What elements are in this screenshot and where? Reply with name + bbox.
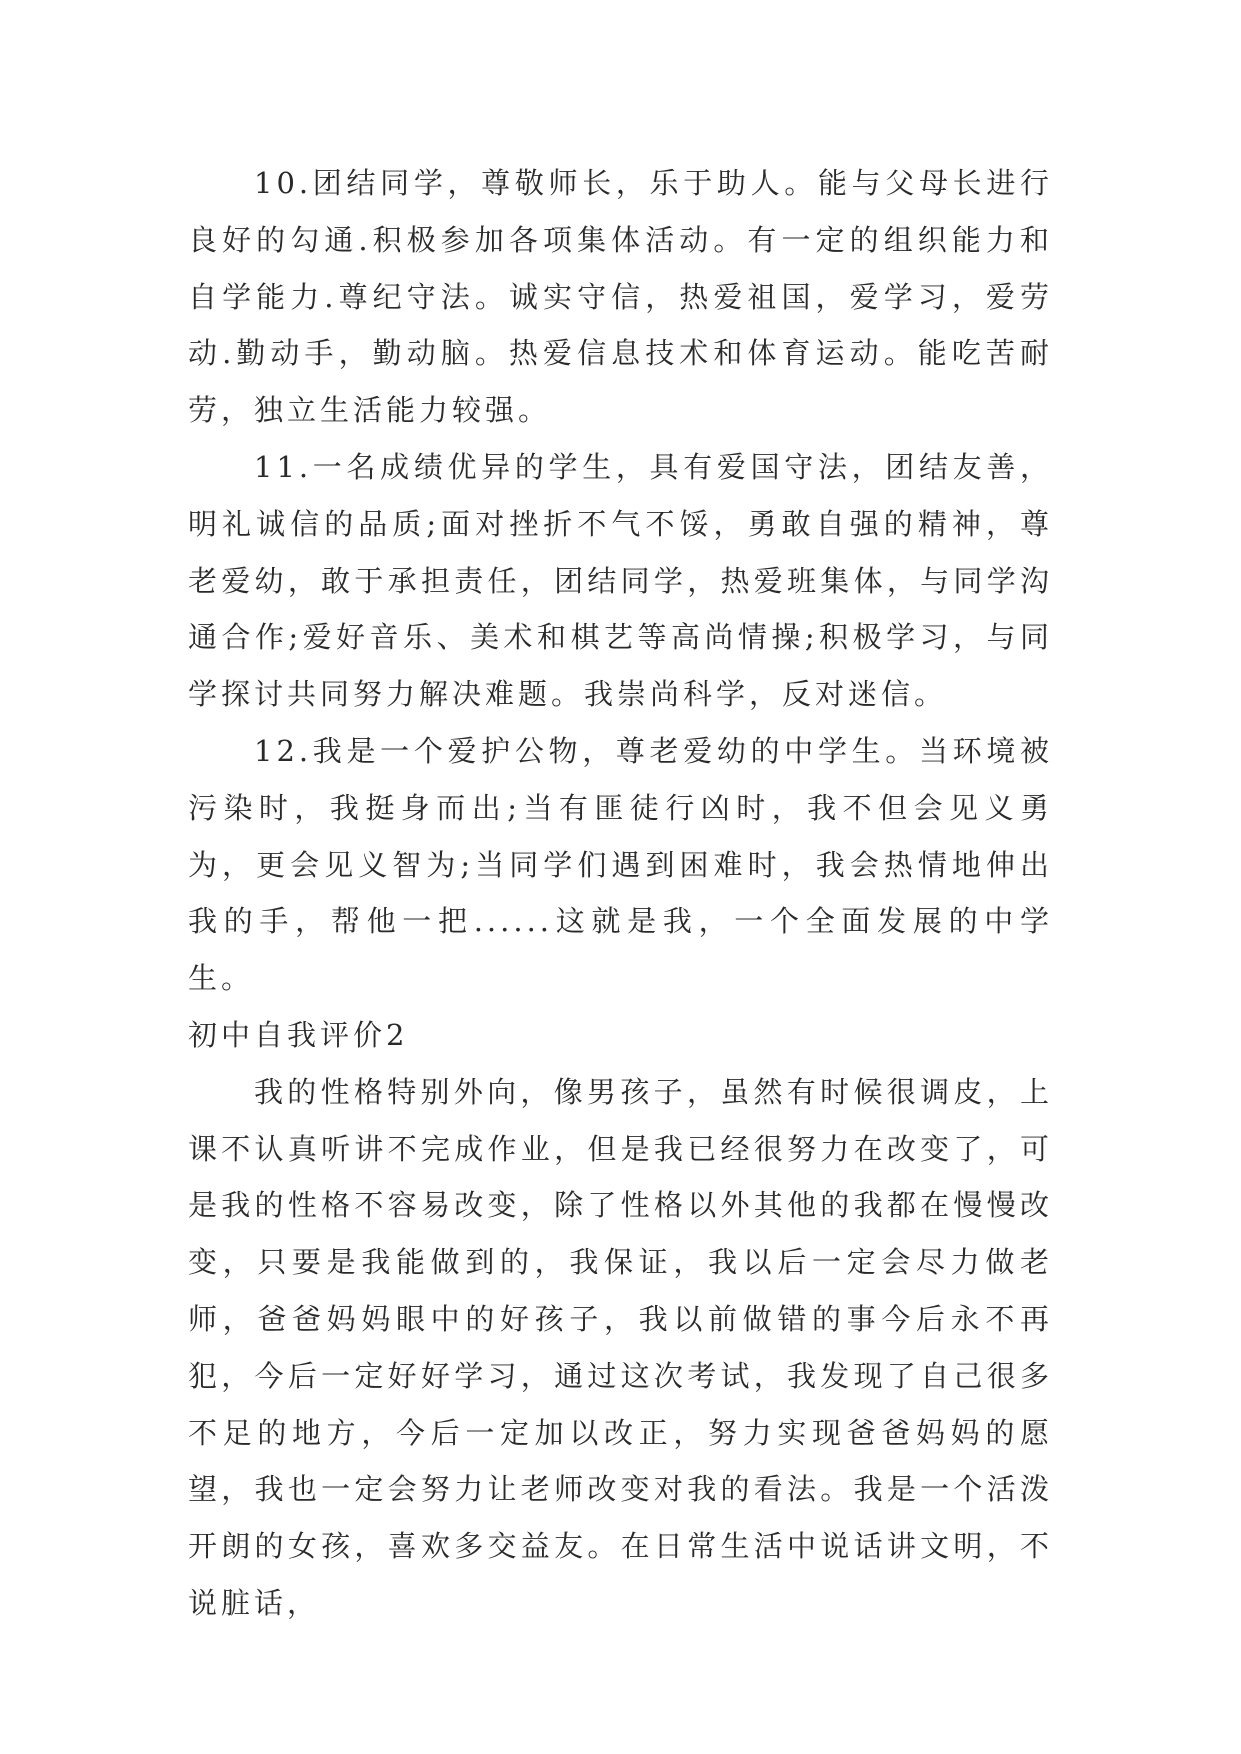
paragraph-item-10: 10.团结同学，尊敬师长，乐于助人。能与父母长进行良好的勾通.积极参加各项集体活动。有一定的组织能力和自学能力.尊纪守法。诚实守信，热爱祖国，爱学习，爱劳动.勤动手，勤动脑。热爱信息技术和体育运动。能吃苦耐劳，独立生活能力较强。	[188, 166, 1053, 428]
paragraph-self-evaluation: 我的性格特别外向，像男孩子，虽然有时候很调皮，上课不认真听讲不完成作业，但是我已经很努力在改变了，可是我的性格不容易改变，除了性格以外其他的我都在慢慢改变，只要是我能做到的，我保证，我以后一定会尽力做老师，爸爸妈妈眼中的好孩子，我以前做错的事今后永不再犯，今后一定好好学习，通过这次考试，我发现了自己很多不足的地方，今后一定加以改正，努力实现爸爸妈妈的愿望，我也一定会努力让老师改变对我的看法。我是一个活泼开朗的女孩，喜欢多交益友。在日常生活中说话讲文明，不说脏话，	[188, 1074, 1053, 1620]
document-body	[188, 155, 1053, 1632]
paragraph-item-12: 12.我是一个爱护公物，尊老爱幼的中学生。当环境被污染时，我挺身而出;当有匪徒行凶时，我不但会见义勇为，更会见义智为;当同学们遇到困难时，我会热情地伸出我的手，帮他一把......这就是我，一个全面发展的中学生。	[188, 733, 1053, 996]
paragraph-item-11: 11.一名成绩优异的学生，具有爱国守法，团结友善，明礼诚信的品质;面对挫折不气不馁，勇敢自强的精神，尊老爱幼，敢于承担责任，团结同学，热爱班集体，与同学沟通合作;爱好音乐、美术和棋艺等高尚情操;积极学习，与同学探讨共同努力解决难题。我崇尚科学，反对迷信。	[188, 449, 1053, 712]
section-heading: 初中自我评价2	[188, 1017, 409, 1052]
